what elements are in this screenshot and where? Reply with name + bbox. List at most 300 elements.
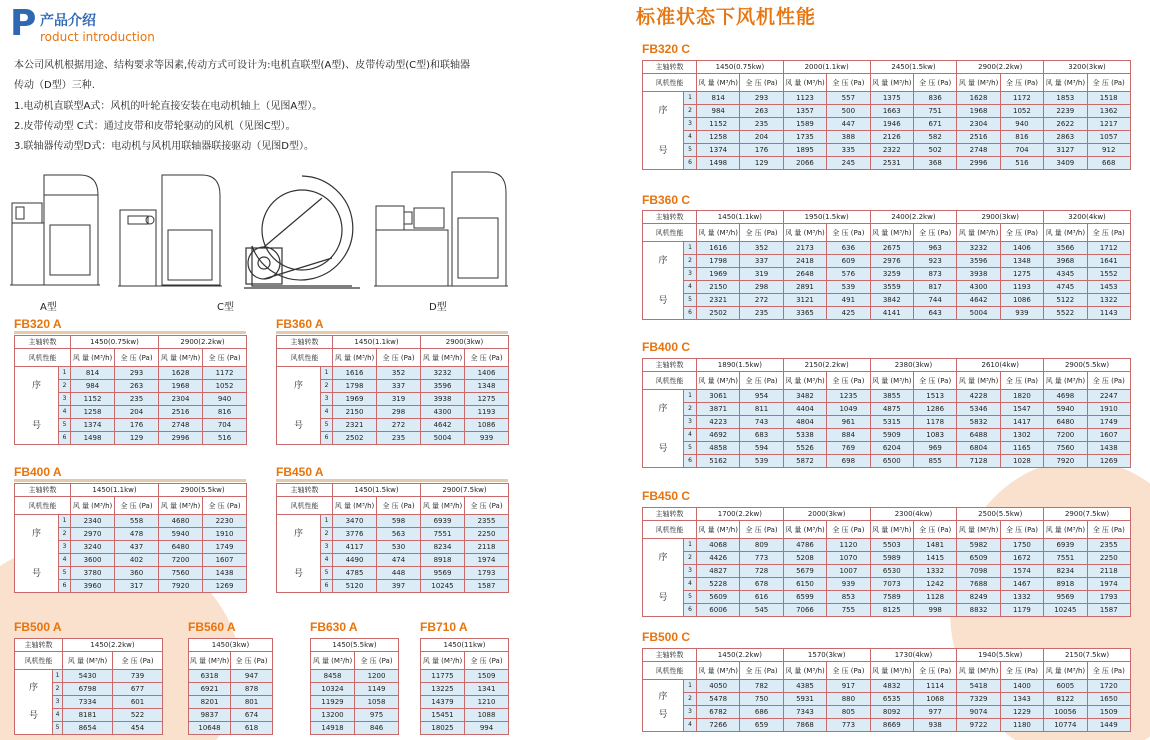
table-cell: 601 [113, 696, 163, 709]
table-cell: 7688 [957, 578, 1000, 591]
flow-header: 风 量 (M³/h) [333, 497, 377, 515]
table-row [189, 709, 273, 722]
table-cell: 8832 [957, 604, 1000, 617]
table-cell: 6782 [697, 706, 740, 719]
table-cell: 5526 [783, 442, 826, 455]
table-row [421, 696, 509, 709]
table-cell: 7073 [870, 578, 913, 591]
pressure-header: 全 压 (Pa) [1087, 224, 1130, 242]
table-cell: 961 [827, 416, 870, 429]
shaft-speed-label: 主轴转数 [15, 336, 71, 349]
table-cell: 129 [740, 157, 783, 170]
table-cell: 4875 [870, 403, 913, 416]
speed-header: 2900(2.2kw) [159, 336, 247, 349]
table-cell: 1481 [913, 539, 956, 552]
table-cell: 814 [71, 367, 115, 380]
row-index: 6 [684, 455, 697, 468]
table-row [189, 683, 273, 696]
speed-header: 1950(1.5kw) [783, 211, 870, 224]
drawing-label-a: A型 [40, 302, 57, 313]
row-index: 1 [321, 515, 333, 528]
pressure-header: 全 压 (Pa) [465, 652, 509, 670]
table-cell: 3566 [1044, 242, 1087, 255]
row-index: 1 [684, 92, 697, 105]
table-cell: 1374 [697, 144, 740, 157]
table-cell: 3938 [957, 268, 1000, 281]
table-cell: 1235 [827, 390, 870, 403]
table-cell: 1052 [1000, 105, 1043, 118]
title-underline [276, 479, 508, 482]
table-cell: 8125 [870, 604, 913, 617]
table-cell: 8249 [957, 591, 1000, 604]
table-cell: 2321 [697, 294, 740, 307]
row-index: 4 [53, 709, 63, 722]
table-row [643, 390, 1131, 403]
table-cell: 3365 [783, 307, 826, 320]
table-cell: 853 [827, 591, 870, 604]
speed-header: 1450(0.75kw) [71, 336, 159, 349]
table-cell: 912 [1087, 144, 1130, 157]
row-index: 5 [684, 442, 697, 455]
row-index: 6 [684, 604, 697, 617]
table-cell: 5982 [957, 539, 1000, 552]
table-cell: 5679 [783, 565, 826, 578]
table-cell: 7266 [697, 719, 740, 732]
table-cell: 855 [913, 455, 956, 468]
fan-drawing-d [374, 168, 508, 290]
table-cell: 668 [1087, 157, 1130, 170]
table-cell: 1332 [1000, 591, 1043, 604]
table-cell: 502 [913, 144, 956, 157]
table-cell: 176 [740, 144, 783, 157]
table-title-fb500c: FB500 C [642, 630, 691, 644]
speed-header: 2000(1.1kw) [783, 61, 870, 74]
table-cell: 773 [740, 552, 783, 565]
table-cell: 335 [827, 144, 870, 157]
table-cell: 4785 [333, 567, 377, 580]
table-cell: 2118 [465, 541, 509, 554]
row-index: 6 [59, 432, 71, 445]
table-cell: 491 [827, 294, 870, 307]
table-cell: 5315 [870, 416, 913, 429]
speed-header: 2900(7.5kw) [1044, 508, 1131, 521]
table-cell: 2502 [697, 307, 740, 320]
table-cell: 947 [231, 670, 273, 683]
row-index: 6 [321, 580, 333, 593]
table-cell: 969 [913, 442, 956, 455]
table-title-fb320a: FB320 A [14, 317, 62, 331]
table-cell: 3121 [783, 294, 826, 307]
table-cell: 4680 [159, 515, 203, 528]
flow-header: 风 量 (M³/h) [1044, 521, 1087, 539]
table-cell: 1616 [697, 242, 740, 255]
table-cell: 7066 [783, 604, 826, 617]
table-cell: 1720 [1087, 680, 1130, 693]
table-cell: 728 [740, 565, 783, 578]
performance-label: 风机性能 [15, 349, 71, 367]
table-cell: 8458 [311, 670, 355, 683]
table-row [643, 281, 1131, 294]
num-char: 号 [28, 711, 38, 721]
table-row [643, 403, 1131, 416]
table-cell: 698 [827, 455, 870, 468]
seq-char: 序 [28, 683, 38, 693]
title-underline [14, 331, 246, 334]
table-cell: 671 [913, 118, 956, 131]
row-index: 6 [684, 307, 697, 320]
table-cell: 1217 [1087, 118, 1130, 131]
flow-header: 风 量 (M³/h) [697, 224, 740, 242]
seq-char: 序 [658, 255, 668, 266]
table-cell: 3232 [957, 242, 1000, 255]
table-cell: 938 [913, 719, 956, 732]
title-underline [14, 479, 246, 482]
table-cell: 317 [115, 580, 159, 593]
table-cell: 750 [740, 693, 783, 706]
table-cell: 235 [740, 118, 783, 131]
flow-header: 风 量 (M³/h) [697, 372, 740, 390]
table-cell: 1332 [913, 565, 956, 578]
table-cell: 1663 [870, 105, 913, 118]
table-cell: 2891 [783, 281, 826, 294]
table-cell: 7343 [783, 706, 826, 719]
row-index: 5 [59, 567, 71, 580]
table-cell: 129 [115, 432, 159, 445]
table-row [421, 722, 509, 735]
fan-drawing-c-side [242, 168, 362, 293]
table-title-fb450c: FB450 C [642, 489, 691, 503]
table-cell: 1275 [465, 393, 509, 406]
table-cell: 884 [827, 429, 870, 442]
speed-header: 2900(3kw) [421, 336, 509, 349]
row-index: 4 [59, 406, 71, 419]
table-cell: 6318 [189, 670, 231, 683]
flow-header: 风 量 (M³/h) [783, 372, 826, 390]
table-cell: 743 [740, 416, 783, 429]
table-cell: 7868 [783, 719, 826, 732]
table-cell: 6204 [870, 442, 913, 455]
flow-header: 风 量 (M³/h) [957, 521, 1000, 539]
table-cell: 4745 [1044, 281, 1087, 294]
table-cell: 8234 [421, 541, 465, 554]
intro-line-5: 3.联轴器传动型D式：电动机与风机用联轴器联接驱动（见图D型）。 [14, 141, 314, 152]
table-title-fb710a: FB710 A [420, 620, 468, 634]
table-cell: 963 [913, 242, 956, 255]
flow-header: 风 量 (M³/h) [957, 662, 1000, 680]
table-cell: 678 [740, 578, 783, 591]
table-cell: 2748 [957, 144, 1000, 157]
table-cell: 10648 [189, 722, 231, 735]
table-row [643, 105, 1131, 118]
table-row [643, 131, 1131, 144]
table-row [277, 367, 509, 380]
row-index: 6 [684, 157, 697, 170]
table-cell: 3127 [1044, 144, 1087, 157]
table-cell: 1258 [697, 131, 740, 144]
table-cell: 7551 [1044, 552, 1087, 565]
flow-header: 风 量 (M³/h) [870, 224, 913, 242]
table-cell: 319 [740, 268, 783, 281]
row-index: 5 [321, 419, 333, 432]
table-cell: 8918 [1044, 578, 1087, 591]
row-index: 3 [684, 268, 697, 281]
flow-header: 风 量 (M³/h) [870, 521, 913, 539]
performance-label: 风机性能 [643, 372, 697, 390]
table-cell: 545 [740, 604, 783, 617]
row-index: 5 [59, 419, 71, 432]
table-cell: 1974 [465, 554, 509, 567]
table-cell: 1086 [1000, 294, 1043, 307]
flow-header: 风 量 (M³/h) [71, 349, 115, 367]
table-cell: 2502 [333, 432, 377, 445]
table-cell: 5478 [697, 693, 740, 706]
perf-table-fb710a [420, 638, 509, 735]
table-cell: 2150 [333, 406, 377, 419]
table-cell: 6006 [697, 604, 740, 617]
pressure-header: 全 压 (Pa) [740, 372, 783, 390]
table-row [643, 416, 1131, 429]
table-cell: 4832 [870, 680, 913, 693]
table-cell: 643 [913, 307, 956, 320]
table-cell: 2340 [71, 515, 115, 528]
table-cell: 1628 [159, 367, 203, 380]
table-cell: 873 [913, 268, 956, 281]
perf-table-fb360a [276, 335, 509, 445]
table-cell: 1348 [1000, 255, 1043, 268]
table-cell: 360 [115, 567, 159, 580]
table-cell: 15451 [421, 709, 465, 722]
table-cell: 2230 [203, 515, 247, 528]
table-cell: 1343 [1000, 693, 1043, 706]
table-cell: 6798 [63, 683, 113, 696]
table-cell: 2247 [1087, 390, 1130, 403]
table-cell: 1968 [159, 380, 203, 393]
table-cell: 1798 [333, 380, 377, 393]
table-cell: 2239 [1044, 105, 1087, 118]
table-cell: 7200 [159, 554, 203, 567]
table-cell: 1607 [1087, 429, 1130, 442]
table-cell: 816 [1000, 131, 1043, 144]
table-cell: 1152 [697, 118, 740, 131]
table-cell: 4698 [1044, 390, 1087, 403]
table-cell: 1910 [1087, 403, 1130, 416]
row-index: 3 [684, 706, 697, 719]
table-cell: 4345 [1044, 268, 1087, 281]
table-cell: 5338 [783, 429, 826, 442]
table-cell: 2418 [783, 255, 826, 268]
table-cell: 1749 [1087, 416, 1130, 429]
table-cell: 14918 [311, 722, 355, 735]
table-cell: 1275 [1000, 268, 1043, 281]
table-cell: 176 [115, 419, 159, 432]
pressure-header: 全 压 (Pa) [113, 652, 163, 670]
table-cell: 3482 [783, 390, 826, 403]
shaft-speed-label: 主轴转数 [643, 508, 697, 521]
table-row [643, 144, 1131, 157]
table-cell: 674 [231, 709, 273, 722]
speed-header: 1450(1.5kw) [333, 484, 421, 497]
performance-label: 风机性能 [643, 224, 697, 242]
speed-header: 1450(3kw) [189, 639, 273, 652]
table-row [189, 696, 273, 709]
num-char: 号 [31, 420, 41, 431]
flow-header: 风 量 (M³/h) [333, 349, 377, 367]
table-cell: 846 [355, 722, 399, 735]
row-index: 2 [321, 380, 333, 393]
table-cell: 1628 [957, 92, 1000, 105]
intro-line-2: 传动（D型）三种. [14, 80, 95, 91]
table-cell: 6530 [870, 565, 913, 578]
perf-table-fb630a [310, 638, 399, 735]
sequence-label [643, 92, 684, 170]
row-index: 4 [59, 554, 71, 567]
flow-header: 风 量 (M³/h) [783, 662, 826, 680]
table-cell: 1513 [913, 390, 956, 403]
table-cell: 923 [913, 255, 956, 268]
flow-header: 风 量 (M³/h) [697, 74, 740, 92]
speed-header: 2300(4kw) [870, 508, 957, 521]
table-cell: 2066 [783, 157, 826, 170]
row-index: 3 [684, 118, 697, 131]
table-cell: 1210 [465, 696, 509, 709]
table-cell: 954 [740, 390, 783, 403]
speed-header: 1450(1.1kw) [697, 211, 784, 224]
speed-header: 1700(2.2kw) [697, 508, 784, 521]
table-cell: 917 [827, 680, 870, 693]
row-index: 2 [321, 528, 333, 541]
table-cell: 1498 [71, 432, 115, 445]
table-cell: 4692 [697, 429, 740, 442]
table-row [643, 578, 1131, 591]
table-title-fb360a: FB360 A [276, 317, 324, 331]
table-cell: 805 [827, 706, 870, 719]
table-cell: 5208 [783, 552, 826, 565]
table-cell: 1269 [203, 580, 247, 593]
flow-header: 风 量 (M³/h) [1044, 372, 1087, 390]
speed-header: 3200(4kw) [1044, 211, 1131, 224]
table-cell: 609 [827, 255, 870, 268]
table-cell: 1969 [333, 393, 377, 406]
flow-header: 风 量 (M³/h) [783, 224, 826, 242]
speed-header: 1450(1.1kw) [71, 484, 159, 497]
table-row [643, 442, 1131, 455]
speed-header: 1450(5.5kw) [311, 639, 399, 652]
table-cell: 5004 [421, 432, 465, 445]
sequence-label [643, 390, 684, 468]
table-cell: 2748 [159, 419, 203, 432]
table-cell: 3871 [697, 403, 740, 416]
table-cell: 4426 [697, 552, 740, 565]
table-cell: 1509 [1087, 706, 1130, 719]
perf-table-fb360c [642, 210, 1131, 320]
table-cell: 1341 [465, 683, 509, 696]
table-row [189, 722, 273, 735]
sequence-label [277, 515, 321, 593]
logo-letter: P [10, 3, 37, 44]
drawing-label-c: C型 [217, 302, 234, 313]
table-row [643, 268, 1131, 281]
table-row [643, 242, 1131, 255]
table-cell: 337 [377, 380, 421, 393]
row-index: 5 [684, 144, 697, 157]
table-cell: 1607 [203, 554, 247, 567]
table-cell: 14379 [421, 696, 465, 709]
table-cell: 6535 [870, 693, 913, 706]
num-char: 号 [658, 295, 668, 306]
table-cell: 530 [377, 541, 421, 554]
table-cell: 1587 [465, 580, 509, 593]
pressure-header: 全 压 (Pa) [913, 224, 956, 242]
table-cell: 539 [827, 281, 870, 294]
table-cell: 3240 [71, 541, 115, 554]
table-cell: 739 [113, 670, 163, 683]
performance-label: 风机性能 [643, 74, 697, 92]
table-title-fb400a: FB400 A [14, 465, 62, 479]
table-cell: 2126 [870, 131, 913, 144]
table-row [643, 307, 1131, 320]
table-cell: 582 [913, 131, 956, 144]
table-title-fb400c: FB400 C [642, 340, 691, 354]
row-index: 2 [684, 255, 697, 268]
table-row [643, 294, 1131, 307]
seq-char: 序 [658, 105, 668, 116]
table-cell: 2304 [159, 393, 203, 406]
table-cell: 809 [740, 539, 783, 552]
table-cell: 3776 [333, 528, 377, 541]
table-cell: 3938 [421, 393, 465, 406]
pressure-header: 全 压 (Pa) [465, 497, 509, 515]
table-cell: 984 [71, 380, 115, 393]
table-cell: 704 [203, 419, 247, 432]
table-cell: 1518 [1087, 92, 1130, 105]
row-index: 3 [684, 565, 697, 578]
row-index: 4 [321, 406, 333, 419]
table-cell: 1406 [1000, 242, 1043, 255]
flow-header: 风 量 (M³/h) [957, 372, 1000, 390]
pressure-header: 全 压 (Pa) [231, 652, 273, 670]
speed-header: 2450(1.5kw) [870, 61, 957, 74]
table-cell: 4490 [333, 554, 377, 567]
pressure-header: 全 压 (Pa) [1087, 372, 1130, 390]
shaft-speed-label: 主轴转数 [277, 484, 333, 497]
table-cell: 975 [355, 709, 399, 722]
table-cell: 744 [913, 294, 956, 307]
row-index: 1 [684, 680, 697, 693]
speed-header: 1730(4kw) [870, 649, 957, 662]
table-cell: 4385 [783, 680, 826, 693]
table-title-fb320c: FB320 C [642, 42, 691, 56]
pressure-header: 全 压 (Pa) [115, 497, 159, 515]
table-cell: 1058 [355, 696, 399, 709]
table-cell: 1616 [333, 367, 377, 380]
table-row [643, 539, 1131, 552]
table-row [421, 683, 509, 696]
speed-header: 2500(5.5kw) [957, 508, 1044, 521]
table-row [643, 591, 1131, 604]
table-cell: 522 [113, 709, 163, 722]
table-cell: 2322 [870, 144, 913, 157]
pressure-header: 全 压 (Pa) [1087, 662, 1130, 680]
title-underline [276, 331, 508, 334]
pressure-header: 全 压 (Pa) [740, 521, 783, 539]
section-title: 产品介绍 [40, 13, 96, 29]
table-cell: 1509 [465, 670, 509, 683]
table-cell: 3596 [957, 255, 1000, 268]
row-index: 5 [684, 591, 697, 604]
table-cell: 880 [827, 693, 870, 706]
table-cell: 3559 [870, 281, 913, 294]
table-cell: 1793 [465, 567, 509, 580]
